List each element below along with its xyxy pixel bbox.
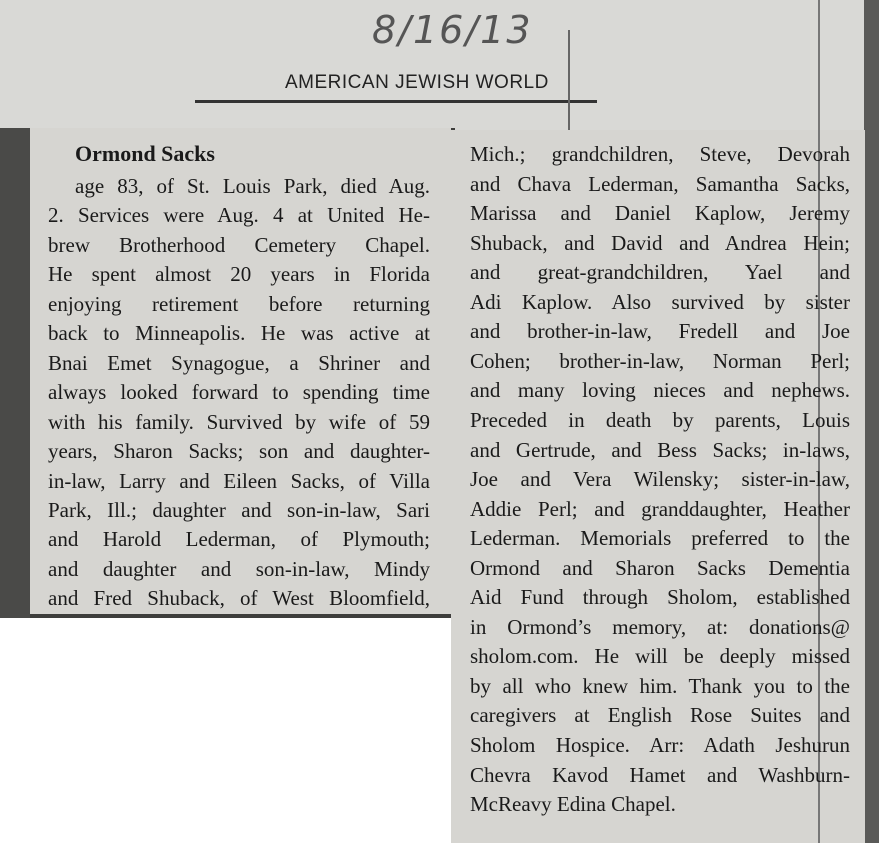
text-line: and many loving nieces and nephews. — [470, 378, 850, 403]
text-line: in Ormond’s memory, at: donations@ — [470, 614, 850, 639]
text-line: Chevra Kavod Hamet and Washburn- — [470, 762, 850, 787]
publication-name: AMERICAN JEWISH WORLD — [285, 72, 549, 93]
text-line: with his family. Survived by wife of 59 — [48, 409, 430, 434]
handwritten-date: 8/16/13 — [372, 8, 533, 52]
text-line: back to Minneapolis. He was active at — [48, 321, 430, 346]
text-line: brew Brotherhood Cemetery Chapel. — [48, 232, 430, 257]
text-line: and great-grandchildren, Yael and — [470, 260, 850, 285]
text-line: in-law, Larry and Eileen Sacks, of Villa — [48, 468, 430, 493]
text-line: and brother-in-law, Fredell and Joe — [470, 319, 850, 344]
text-line: and Gertrude, and Bess Sacks; in-laws, — [470, 437, 850, 462]
text-line: Aid Fund through Sholom, established — [470, 585, 850, 610]
text-line: sholom.com. He will be deeply missed — [470, 644, 850, 669]
page-edge-shadow — [864, 0, 879, 843]
text-line: Preceded in death by parents, Louis — [470, 407, 850, 432]
text-line: Park, Ill.; daughter and son-in-law, Sari — [48, 497, 430, 522]
obituary-name: Ormond Sacks — [75, 141, 215, 166]
text-line: Sholom Hospice. Arr: Adath Jeshurun — [470, 733, 850, 757]
fold-line — [568, 30, 570, 130]
text-line: years, Sharon Sacks; son and daughter- — [48, 439, 430, 464]
text-line: Lederman. Memorials preferred to the — [470, 526, 850, 551]
text-line: Ormond and Sharon Sacks Dementia — [470, 555, 850, 580]
header-rule — [195, 100, 597, 103]
text-line: always looked forward to spending time — [48, 380, 430, 405]
text-line: and Harold Lederman, of Plymouth; — [48, 527, 430, 552]
text-line: age 83, of St. Louis Park, died Aug. — [75, 174, 430, 198]
text-line: Mich.; grandchildren, Steve, Devorah — [470, 142, 850, 166]
text-line: and Fred Shuback, of West Bloomfield, — [48, 586, 430, 611]
text-line: and daughter and son-in-law, Mindy — [48, 556, 430, 581]
text-line: Addie Perl; and granddaughter, Heather — [470, 496, 850, 521]
text-line: by all who knew him. Thank you to the — [470, 673, 850, 698]
text-line: Joe and Vera Wilensky; sister-in-law, — [470, 467, 850, 492]
text-line: Cohen; brother-in-law, Norman Perl; — [470, 348, 850, 373]
text-line: 2. Services were Aug. 4 at United He- — [48, 203, 430, 228]
text-line: Adi Kaplow. Also survived by sister — [470, 289, 850, 314]
text-line: He spent almost 20 years in Florida — [48, 262, 430, 287]
text-line: McReavy Edina Chapel. — [470, 792, 676, 817]
text-line: Shuback, and David and Andrea Hein; — [470, 230, 850, 255]
text-line: enjoying retirement before returning — [48, 291, 430, 316]
text-line: Marissa and Daniel Kaplow, Jeremy — [470, 201, 850, 226]
text-line: and Chava Lederman, Samantha Sacks, — [470, 171, 850, 196]
clipping-shadow — [0, 128, 30, 618]
text-line: Bnai Emet Synagogue, a Shriner and — [48, 350, 430, 375]
text-line: caregivers at English Rose Suites and — [470, 703, 850, 728]
